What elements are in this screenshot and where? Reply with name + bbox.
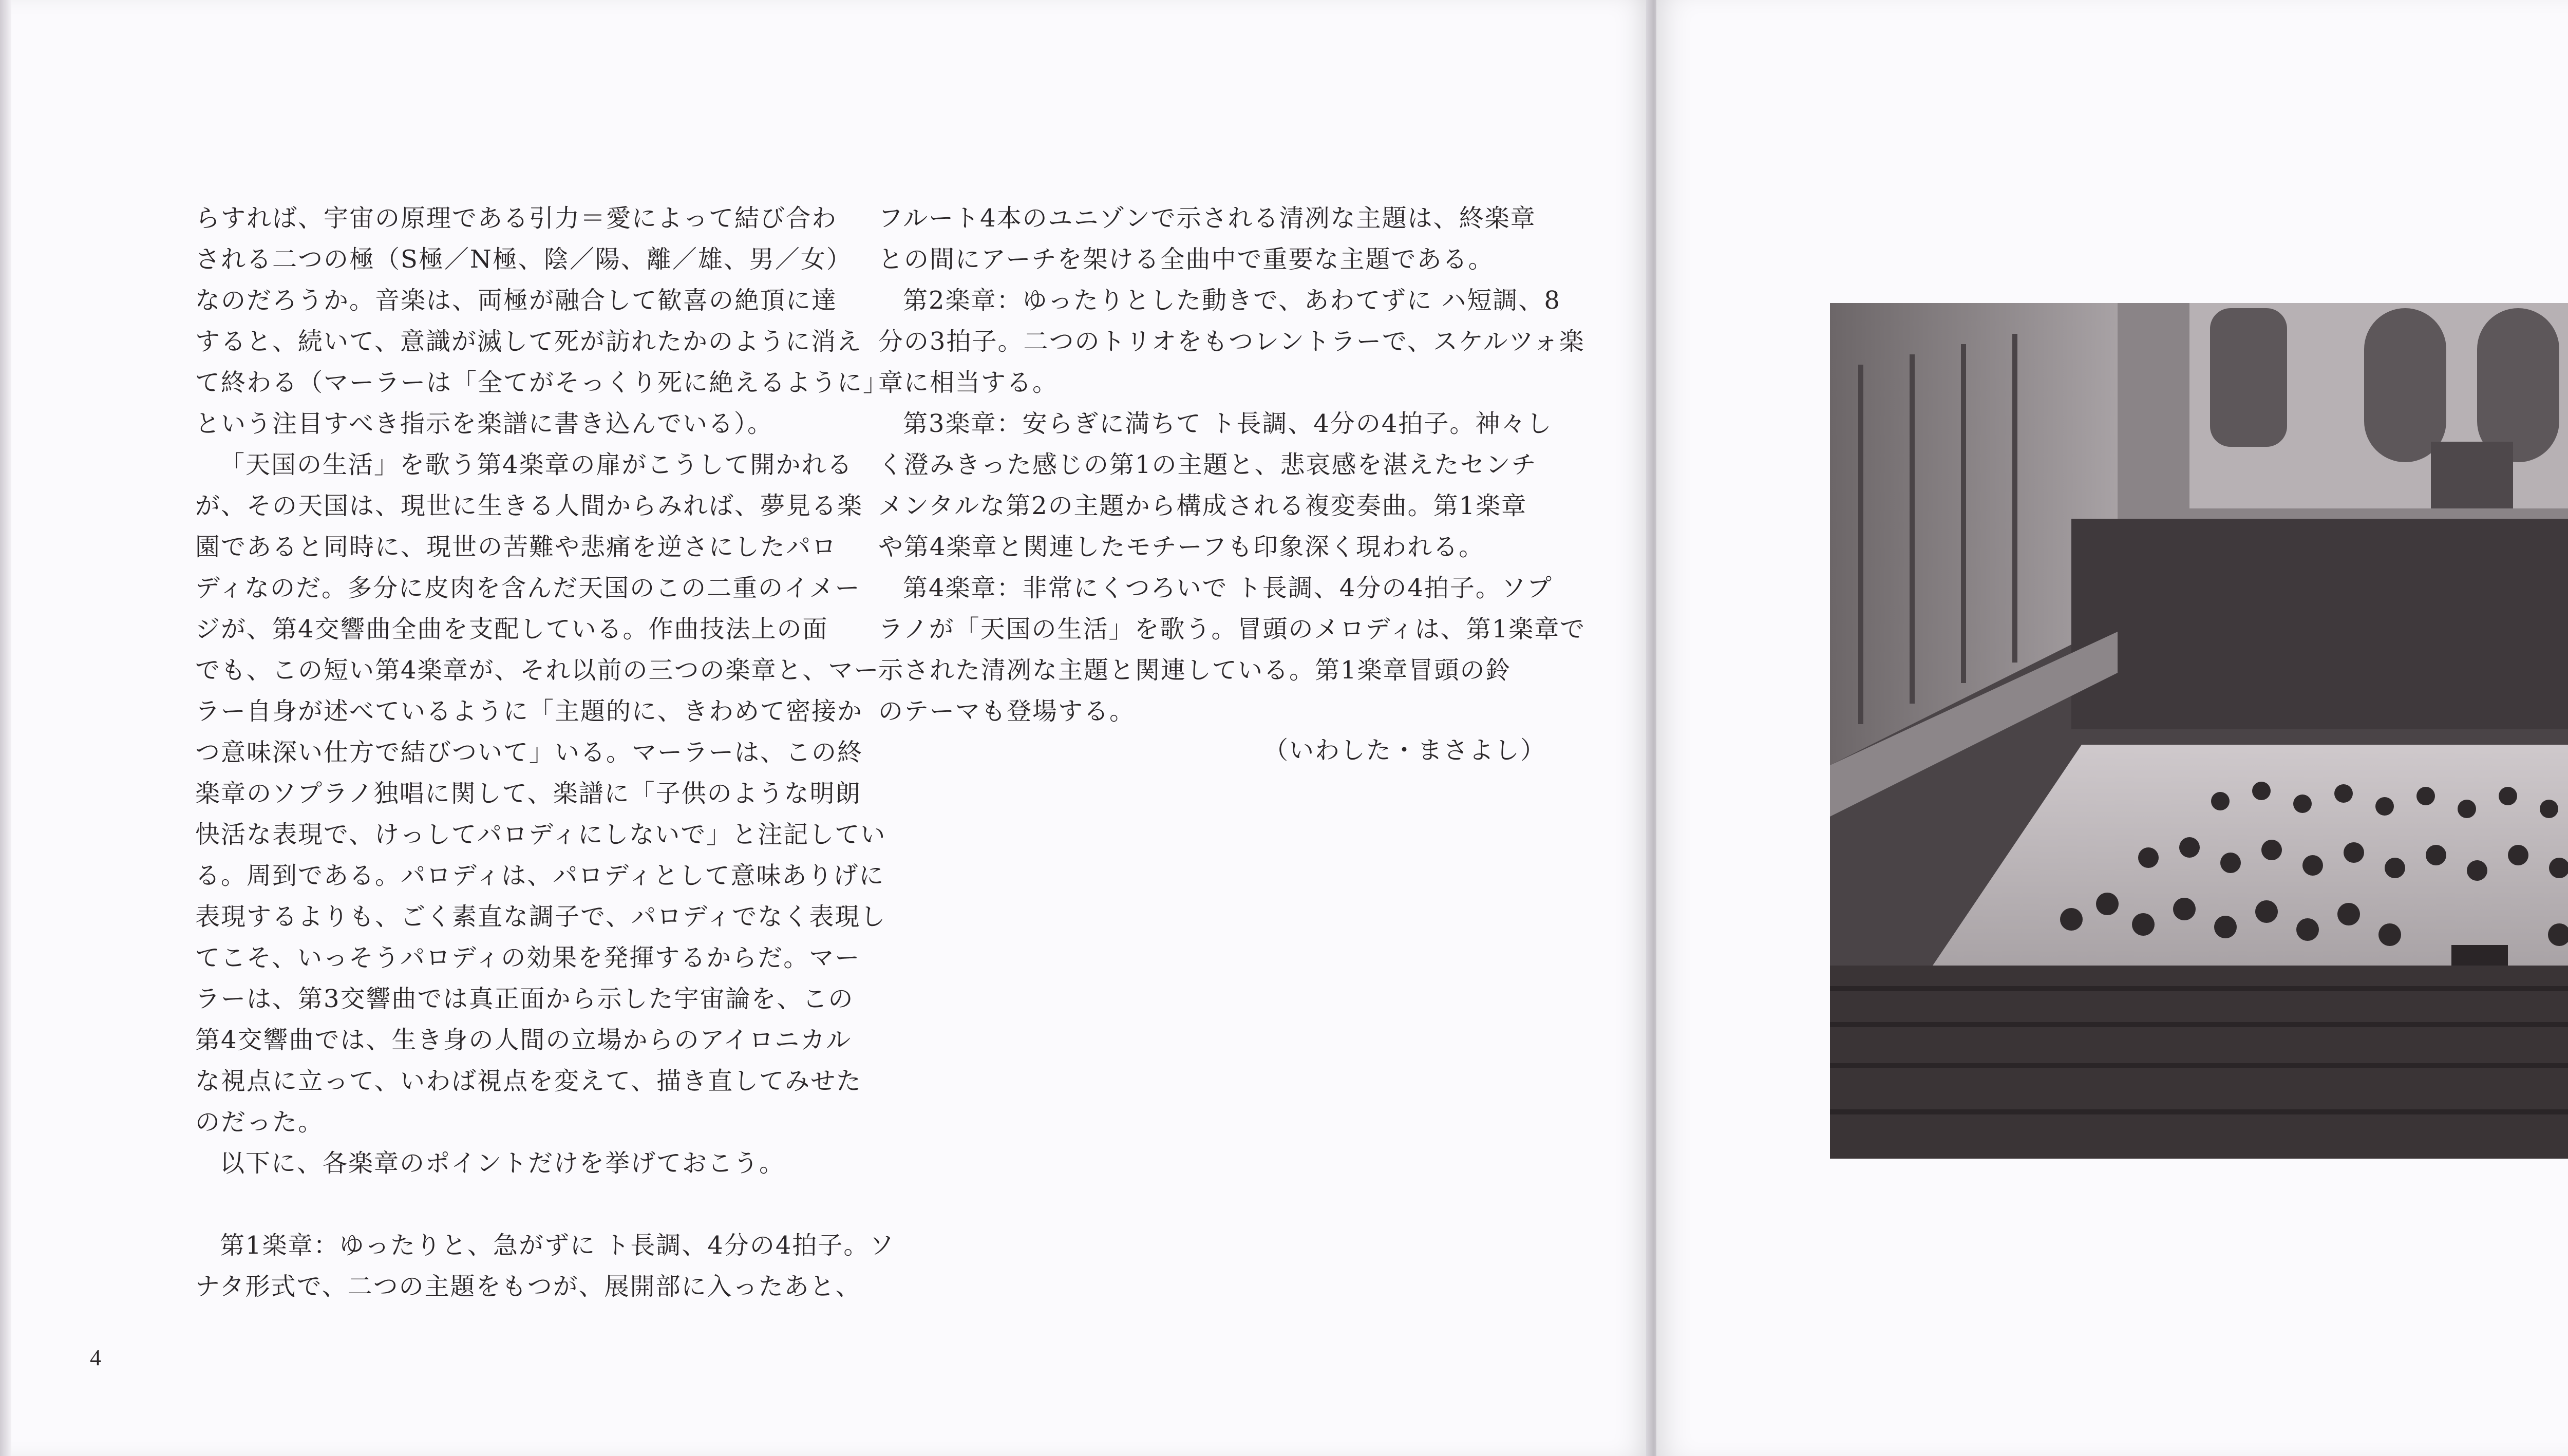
text-line: という注目すべき指示を楽譜に書き込んでいる）。	[195, 409, 773, 438]
text-line: ディなのだ。多分に皮肉を含んだ天国のこの二重のイメー	[195, 574, 861, 602]
text-line: らすれば、宇宙の原理である引力＝愛によって結び合わ	[195, 204, 838, 233]
text-line: 以下に、各楽章のポイントだけを挙げておこう。	[220, 1149, 785, 1178]
page-edge	[0, 0, 11, 1456]
text-line: 「天国の生活」を歌う第4楽章の扉がこうして開かれる	[220, 450, 853, 479]
text-line: 第4交響曲では、生き身の人間の立場からのアイロニカル	[195, 1026, 852, 1054]
text-line: 楽章のソプラノ独唱に関して、楽譜に「子供のような明朗	[195, 779, 861, 808]
text-line: のだった。	[195, 1108, 324, 1137]
text-column-1	[195, 198, 895, 1307]
text-column-2	[878, 198, 1585, 732]
text-line: 分の3拍子。二つのトリオをもつレントラーで、スケルツォ楽	[878, 327, 1585, 356]
text-line: なのだろうか。音楽は、両極が融合して歓喜の絶頂に達	[195, 286, 838, 315]
text-line: 章に相当する。	[878, 368, 1059, 397]
text-line: すると、続いて、意識が滅して死が訪れたかのように消え	[195, 327, 863, 356]
text-line: 第4楽章：非常にくつろいで ト長調、4分の4拍子。ソプ	[903, 574, 1553, 602]
paragraph-gap	[195, 1184, 895, 1225]
text-line: ラー自身が述べているように「主題的に、きわめて密接か	[195, 697, 863, 726]
text-line: や第4楽章と関連したモチーフも印象深く現われる。	[878, 533, 1485, 561]
text-line: く澄みきった感じの第1の主題と、悲哀感を湛えたセンチ	[878, 450, 1537, 479]
concert-hall-photo	[1830, 303, 2568, 1159]
text-line: ラーは、第3交響曲では真正面から示した宇宙論を、この	[195, 985, 854, 1013]
page-number-left: 4	[90, 1345, 101, 1370]
text-line: との間にアーチを架ける全曲中で重要な主題である。	[878, 245, 1494, 274]
text-line: 表現するよりも、ごく素直な調子で、パロディでなく表現し	[195, 902, 886, 931]
text-line: 園であると同時に、現世の苦難や悲痛を逆さにしたパロ	[195, 533, 838, 561]
orchestra-photo-image	[1830, 303, 2568, 1159]
text-line: ジが、第4交響曲全曲を支配している。作曲技法上の面	[195, 615, 828, 644]
text-line: てこそ、いっそうパロディの効果を発揮するからだ。マー	[195, 943, 861, 972]
text-line: フルート4本のユニゾンで示される清冽な主題は、終楽章	[878, 204, 1536, 233]
text-line: のテーマも登場する。	[878, 697, 1136, 726]
text-line: な視点に立って、いわば視点を変えて、描き直してみせた	[195, 1067, 862, 1095]
text-line: ナタ形式で、二つの主題をもつが、展開部に入ったあと、	[195, 1272, 861, 1301]
text-line: 第2楽章：ゆったりとした動きで、あわてずに ハ短調、8	[903, 286, 1561, 315]
text-line: ラノが「天国の生活」を歌う。冒頭のメロディは、第1楽章で	[878, 615, 1586, 644]
text-line: 第1楽章：ゆったりと、急がずに ト長調、4分の4拍子。ソ	[220, 1231, 895, 1260]
text-line: が、その天国は、現世に生きる人間からみれば、夢見る楽	[195, 491, 863, 520]
text-line: つ意味深い仕方で結びついて」いる。マーラーは、この終	[195, 738, 863, 767]
text-line: る。周到である。パロディは、パロディとして意味ありげに	[195, 861, 885, 890]
text-line: 快活な表現で、けっしてパロディにしないで」と注記してい	[195, 820, 886, 849]
text-line: される二つの極（S極／N極、陰／陽、離／雄、男／女）	[195, 245, 852, 274]
text-line: 第3楽章：安らぎに満ちて ト長調、4分の4拍子。神々し	[903, 409, 1553, 438]
text-line: て終わる（マーラーは「全てがそっくり死に絶えるように」	[195, 368, 889, 397]
text-line: でも、この短い第4楽章が、それ以前の三つの楽章と、マー	[195, 656, 880, 685]
author-signature: （いわした・まさよし）	[1263, 736, 1546, 765]
text-line: 示された清冽な主題と関連している。第1楽章冒頭の鈴	[878, 656, 1512, 685]
text-line: メンタルな第2の主題から構成される複変奏曲。第1楽章	[878, 491, 1527, 520]
